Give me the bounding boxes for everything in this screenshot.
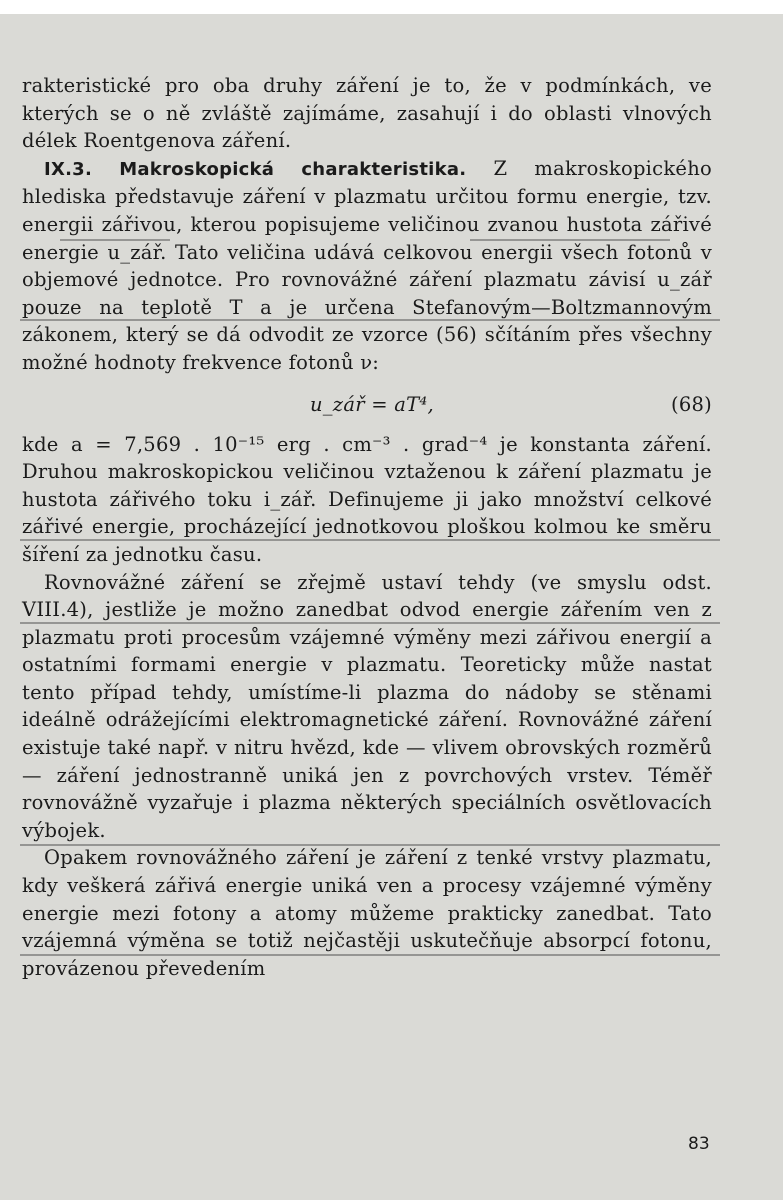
- section-text: Z makroskopického hlediska představuje záření v plazmatu určitou formu energie, tzv. energii zářivou, kterou popisujeme veličinou zvanou hustota zářivé energie u_zář. Tato veličina udává celkovou energii všech fotonů v objemové jednotce. Pro rovnovážné záření plazmatu závisí u_zář pouze na teplotě T a je určena Stefanovým—Boltzmannovým zákonem, který se dá odvodit ze vzorce (56) sčítáním přes všechny možné hodnoty frekvence fotonů ν:: [22, 156, 712, 374]
- formula-block: [22, 383, 712, 427]
- paragraph-section: [22, 155, 712, 377]
- paragraph-equilibrium: Rovnovážné záření se zřejmě ustaví tehdy (ve smyslu odst. VIII.4), jestliže je možno zanedbat odvod energie zářením ven z plazmatu proti procesům vzájemné výměny mezi zářivou energií a ostatními formami energie v plazmatu. Teoreticky může nastat tento případ tehdy, umístíme-li plazma do nádoby se stěnami ideálně odrážejícími elektromagnetické záření. Rovnovážné záření existuje také např. v nitru hvězd, kde — vlivem obrovských rozměrů — záření jednostranně uniká jen z povrchových vrstev. Téměř rovnovážně vyzařuje i plazma některých speciálních osvětlovacích výbojek.: [22, 570, 712, 842]
- formula-number: (68): [670, 392, 712, 416]
- book-page: [0, 14, 783, 1200]
- paragraph-continued: rakteristické pro oba druhy záření je to, že v podmínkách, ve kterých se o ně zvláště zajímáme, zasahují i do oblasti vlnových délek Roentgenova záření.: [22, 74, 712, 153]
- paragraph-after-formula: kde a = 7,569 . 10⁻¹⁵ erg . cm⁻³ . grad⁻⁴ je konstanta záření. Druhou makroskopickou veličinou vztaženou k záření plazmatu je hustota zářivého toku i_zář. Definujeme ji jako množství celkové zářivé energie, procházející jednotkovou ploškou kolmou ke směru šíření za jednotku času.: [22, 432, 712, 566]
- formula: u_zář = aT⁴,: [310, 392, 434, 416]
- section-heading: IX.3. Makroskopická charakteristika.: [44, 158, 467, 180]
- paragraph-opposite: Opakem rovnovážného záření je záření z tenké vrstvy plazmatu, kdy veškerá zářivá energie uniká ven a procesy vzájemné výměny energie mezi fotony a atomy můžeme prakticky zanedbat. Tato vzájemná výměna se totiž nejčastěji uskutečňuje absorpcí fotonu, provázenou převedením: [22, 846, 712, 980]
- body-text: [22, 72, 712, 982]
- page-number: 83: [688, 1134, 710, 1154]
